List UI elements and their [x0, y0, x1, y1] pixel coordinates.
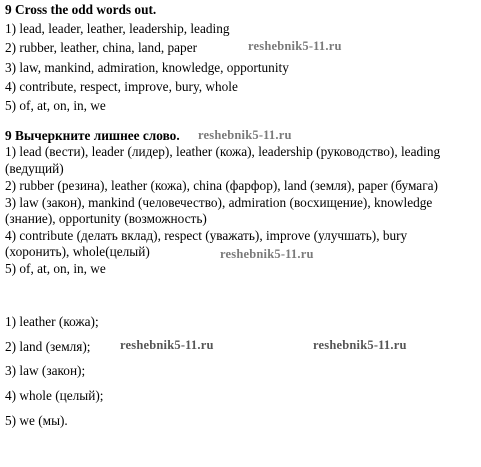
translation-line-4: 3) law (закон), mankind (человечество), admiration (восхищение), knowledge — [5, 195, 433, 210]
watermark: reshebnik5-11.ru — [220, 247, 314, 261]
translation-line-1: 1) lead (вести), leader (лидер), leather (кожа), leadership (руководство), leading — [5, 144, 441, 159]
translation-line-5: (знание), opportunity (возможность) — [5, 211, 207, 226]
answer-2: 2) land (земля); — [5, 339, 91, 354]
watermark: reshebnik5-11.ru — [198, 128, 292, 142]
exercise-heading-ru: 9 Вычеркните лишнее слово. — [5, 128, 180, 143]
exercise-item-3: 3) law, mankind, admiration, knowledge, opportunity — [5, 60, 289, 75]
exercise-heading-en: 9 Cross the odd words out. — [5, 2, 157, 17]
translation-line-8: 5) of, at, on, in, we — [5, 261, 106, 276]
translation-line-6: 4) contribute (делать вклад), respect (уважать), improve (улучшать), bury — [5, 228, 408, 243]
watermark: reshebnik5-11.ru — [313, 338, 407, 352]
answer-5: 5) we (мы). — [5, 413, 68, 428]
watermark: reshebnik5-11.ru — [248, 39, 342, 53]
exercise-item-2: 2) rubber, leather, china, land, paper — [5, 40, 198, 55]
answer-1: 1) leather (кожа); — [5, 314, 99, 329]
translation-line-3: 2) rubber (резина), leather (кожа), china (фарфор), land (земля), paper (бумага) — [5, 178, 438, 193]
exercise-item-1: 1) lead, leader, leather, leadership, leading — [5, 21, 230, 36]
watermark: reshebnik5-11.ru — [120, 338, 214, 352]
answer-4: 4) whole (целый); — [5, 388, 104, 403]
answer-3: 3) law (закон); — [5, 363, 86, 378]
exercise-item-4: 4) contribute, respect, improve, bury, whole — [5, 79, 238, 94]
exercise-item-5: 5) of, at, on, in, we — [5, 98, 106, 113]
translation-line-2: (ведущий) — [5, 161, 64, 176]
translation-line-7: (хоронить), whole(целый) — [5, 244, 150, 259]
